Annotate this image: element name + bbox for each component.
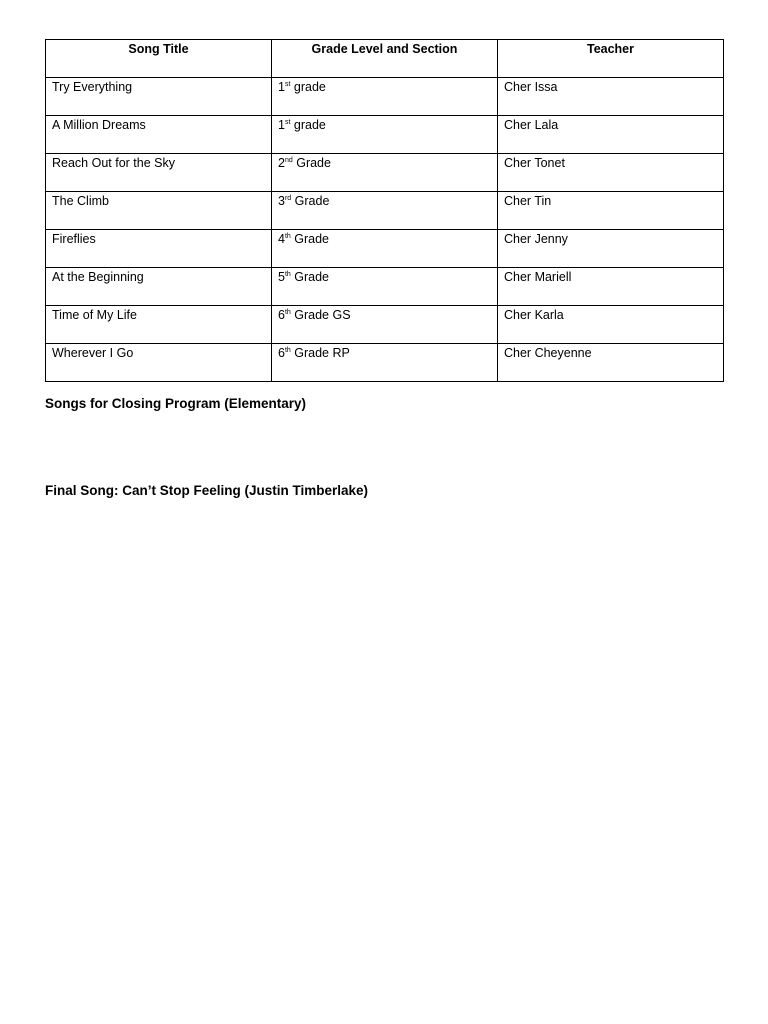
grade-cell [272, 268, 498, 306]
grade-number: 6 [278, 346, 285, 360]
song-cell: A Million Dreams [46, 116, 272, 154]
grade-number: 1 [278, 80, 285, 94]
grade-number: 5 [278, 270, 285, 284]
grade-number: 4 [278, 232, 285, 246]
grade-cell [272, 78, 498, 116]
table-row [46, 306, 724, 344]
grade-cell [272, 230, 498, 268]
grade-ordinal: th [284, 233, 291, 240]
header-teacher: Teacher [498, 40, 724, 78]
grade-cell [272, 154, 498, 192]
table-row [46, 154, 724, 192]
program-title: Songs for Closing Program (Elementary) [45, 396, 307, 411]
final-song-text: Final Song: Can’t Stop Feeling (Justin Timberlake) [45, 483, 369, 498]
teacher-cell: Cher Cheyenne [498, 344, 724, 382]
grade-label: Grade RP [290, 346, 350, 360]
grade-number: 3 [278, 194, 285, 208]
grade-ordinal: th [284, 309, 291, 316]
table-header-row [46, 40, 724, 78]
teacher-cell: Cher Karla [498, 306, 724, 344]
grade-cell [272, 116, 498, 154]
table-row [46, 268, 724, 306]
grade-ordinal: st [284, 81, 291, 88]
table-row [46, 192, 724, 230]
teacher-cell: Cher Lala [498, 116, 724, 154]
table-row [46, 116, 724, 154]
grade-cell [272, 192, 498, 230]
grade-ordinal: st [284, 119, 291, 126]
song-cell: Reach Out for the Sky [46, 154, 272, 192]
header-grade-level: Grade Level and Section [272, 40, 498, 78]
grade-ordinal: th [284, 271, 291, 278]
teacher-cell: Cher Jenny [498, 230, 724, 268]
grade-ordinal: th [284, 347, 291, 354]
teacher-cell: Cher Tonet [498, 154, 724, 192]
grade-label: Grade [292, 156, 331, 170]
grade-number: 6 [278, 308, 285, 322]
song-cell: The Climb [46, 192, 272, 230]
grade-ordinal: rd [284, 195, 292, 202]
grade-label: Grade GS [290, 308, 351, 322]
grade-cell [272, 306, 498, 344]
songs-table [45, 39, 724, 382]
table-row [46, 78, 724, 116]
song-cell: Try Everything [46, 78, 272, 116]
grade-label: Grade [290, 270, 330, 284]
table-row [46, 344, 724, 382]
grade-number: 2 [278, 156, 285, 170]
song-cell: Fireflies [46, 230, 272, 268]
grade-label: Grade [290, 232, 330, 246]
grade-label: grade [290, 80, 326, 94]
teacher-cell: Cher Issa [498, 78, 724, 116]
header-song-title: Song Title [46, 40, 272, 78]
teacher-cell: Cher Mariell [498, 268, 724, 306]
grade-label: Grade [291, 194, 330, 208]
song-cell: Wherever I Go [46, 344, 272, 382]
grade-cell [272, 344, 498, 382]
song-cell: Time of My Life [46, 306, 272, 344]
grade-ordinal: nd [284, 157, 293, 164]
grade-number: 1 [278, 118, 285, 132]
table-row [46, 230, 724, 268]
teacher-cell: Cher Tin [498, 192, 724, 230]
grade-label: grade [290, 118, 326, 132]
song-cell: At the Beginning [46, 268, 272, 306]
